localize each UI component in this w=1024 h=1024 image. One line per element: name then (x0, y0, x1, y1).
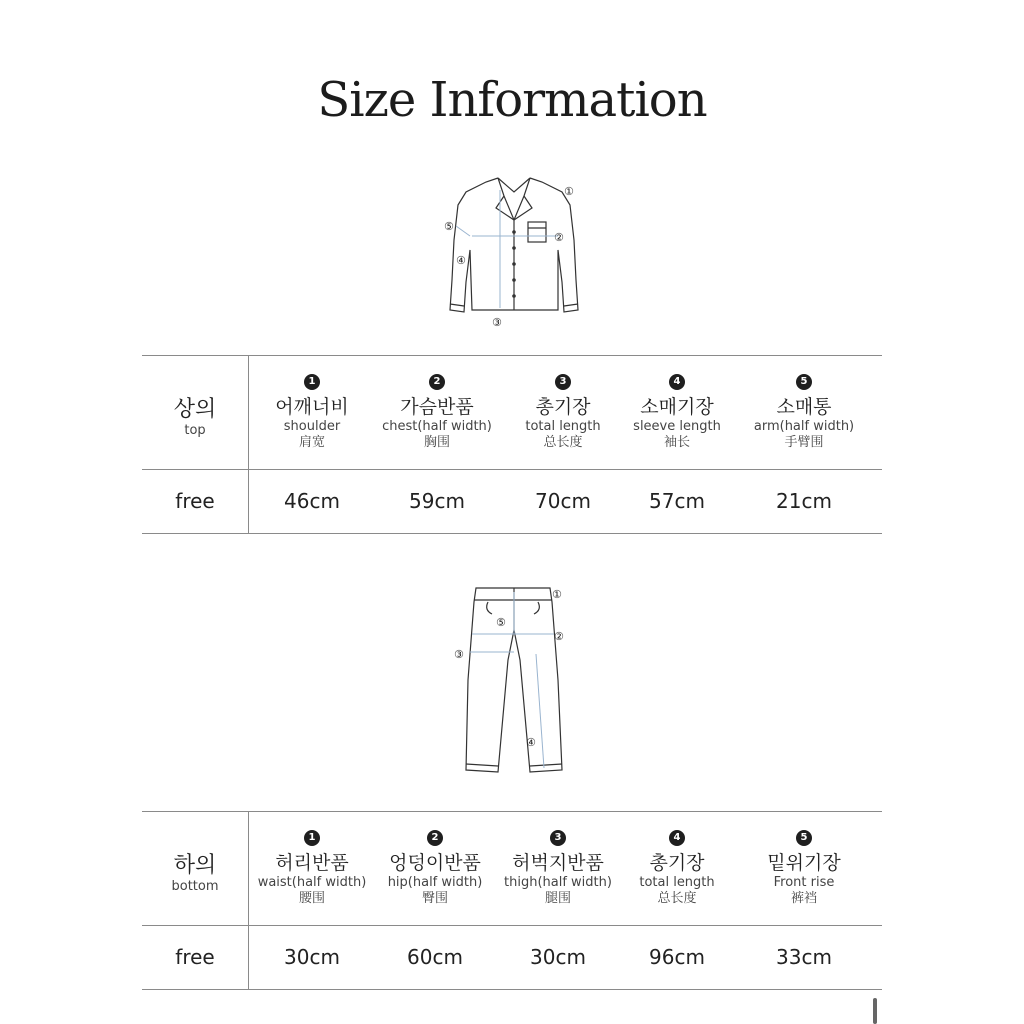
column-label-zh: 总长度 (657, 891, 697, 906)
size-value: 70cm (535, 489, 591, 513)
column-label-zh: 袖长 (663, 435, 690, 450)
column-number: 5 (796, 830, 812, 846)
column-label-zh: 胸围 (423, 435, 450, 450)
column-label-zh: 手臂围 (784, 435, 824, 450)
divider (142, 925, 882, 926)
size-value: 30cm (530, 945, 586, 969)
column-number: 3 (555, 374, 571, 390)
column-label-en: thigh(half width) (504, 875, 612, 890)
column-label-ko: 가슴반품 (400, 396, 474, 418)
column-label-en: shoulder (283, 419, 341, 434)
row-label: free (175, 945, 215, 969)
column-label-ko: 총기장 (535, 396, 591, 418)
size-value: 59cm (409, 489, 465, 513)
top-size-table (142, 355, 882, 535)
column-label-zh: 腰围 (298, 891, 325, 906)
size-value: 21cm (776, 489, 832, 513)
column-label-ko: 엉덩이반품 (389, 852, 481, 874)
column-thigh (493, 830, 623, 907)
column-hip (370, 830, 500, 907)
column-number: 3 (550, 830, 566, 846)
size-value: 96cm (649, 945, 705, 969)
marker-5: ⑤ (496, 616, 506, 629)
column-number: 2 (429, 374, 445, 390)
category-ko: 상의 (173, 397, 217, 422)
marker-4: ④ (526, 736, 536, 749)
size-value: 60cm (407, 945, 463, 969)
column-label-en: sleeve length (633, 419, 721, 434)
bottom-size-table (142, 811, 882, 991)
divider (142, 355, 882, 356)
column-label-zh: 总长度 (543, 435, 583, 450)
column-label-zh: 裤裆 (790, 891, 817, 906)
column-total-length (612, 830, 742, 907)
category-header (142, 853, 248, 895)
column-label-ko: 소매통 (776, 396, 832, 418)
column-label-en: chest(half width) (382, 419, 492, 434)
column-total-length (498, 374, 628, 451)
column-label-zh: 肩宽 (298, 435, 325, 450)
size-value: 33cm (776, 945, 832, 969)
divider (142, 989, 882, 990)
column-label-ko: 허벅지반품 (512, 852, 604, 874)
marker-2: ② (554, 231, 564, 244)
page-title: Size Information (317, 72, 707, 128)
pants-diagram (448, 580, 578, 780)
marker-3: ③ (454, 648, 464, 661)
column-label-ko: 총기장 (649, 852, 705, 874)
column-label-en: total length (639, 875, 715, 890)
column-number: 1 (304, 830, 320, 846)
category-en: top (184, 423, 206, 438)
column-sleeve-length (612, 374, 742, 451)
column-number: 5 (796, 374, 812, 390)
marker-4: ④ (456, 254, 466, 267)
column-shoulder (247, 374, 377, 451)
column-label-ko: 어깨너비 (275, 396, 349, 418)
scrollbar[interactable] (873, 998, 877, 1024)
marker-1: ① (552, 588, 562, 601)
category-header (142, 397, 248, 439)
divider (142, 811, 882, 812)
shirt-diagram (436, 170, 596, 335)
column-label-en: arm(half width) (753, 419, 855, 434)
marker-1: ① (564, 185, 574, 198)
marker-3: ③ (492, 316, 502, 329)
column-label-ko: 소매기장 (640, 396, 714, 418)
column-label-zh: 臀围 (421, 891, 448, 906)
column-number: 4 (669, 830, 685, 846)
row-label: free (175, 489, 215, 513)
divider (142, 469, 882, 470)
column-label-zh: 腿围 (544, 891, 571, 906)
column-label-en: waist(half width) (257, 875, 367, 890)
size-value: 46cm (284, 489, 340, 513)
category-en: bottom (171, 879, 219, 894)
category-ko: 하의 (173, 853, 217, 878)
column-label-en: Front rise (773, 875, 835, 890)
column-label-en: total length (525, 419, 601, 434)
size-value: 30cm (284, 945, 340, 969)
column-arm (739, 374, 869, 451)
column-number: 1 (304, 374, 320, 390)
column-label-ko: 밑위기장 (767, 852, 841, 874)
column-number: 4 (669, 374, 685, 390)
marker-2: ② (554, 630, 564, 643)
column-label-en: hip(half width) (387, 875, 483, 890)
divider (142, 533, 882, 534)
column-label-ko: 허리반품 (275, 852, 349, 874)
marker-5: ⑤ (444, 220, 454, 233)
column-chest (372, 374, 502, 451)
column-number: 2 (427, 830, 443, 846)
column-front-rise (739, 830, 869, 907)
column-waist (247, 830, 377, 907)
size-value: 57cm (649, 489, 705, 513)
